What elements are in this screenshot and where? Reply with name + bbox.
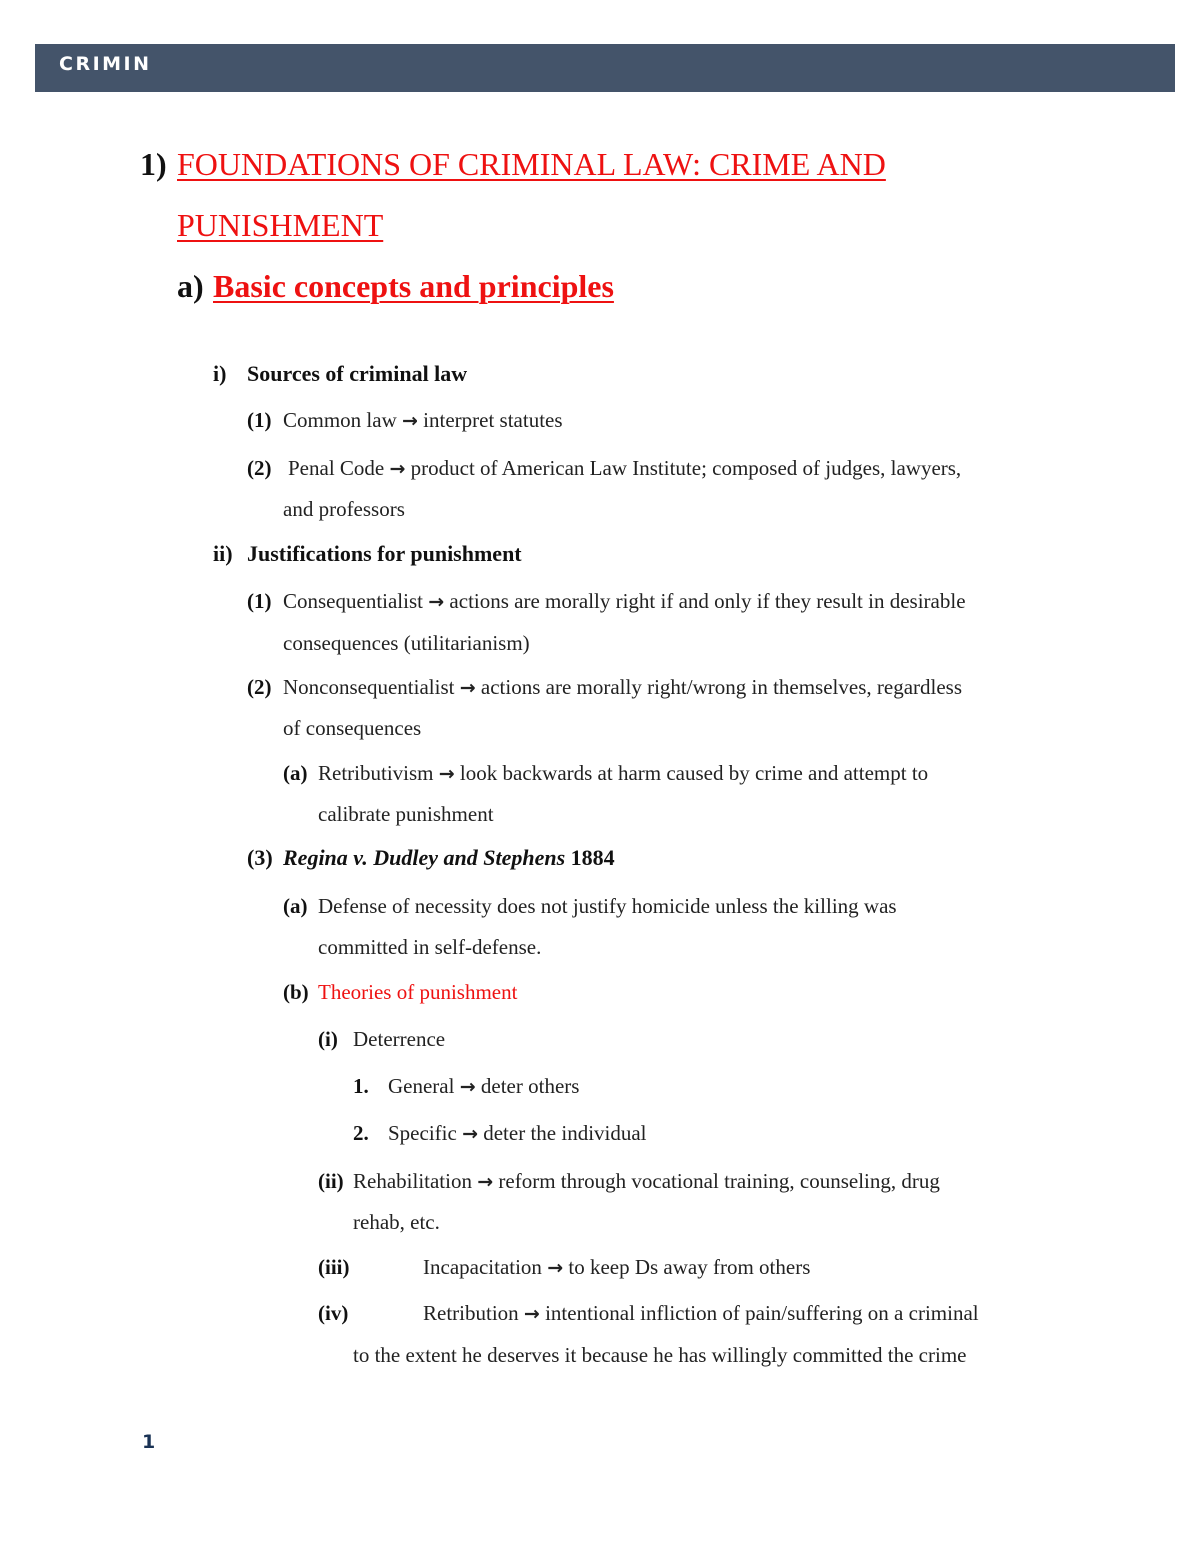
justifications-title: Justifications for punishment bbox=[247, 541, 522, 566]
arrow-icon: → bbox=[462, 1123, 478, 1145]
list-item: General → deter others bbox=[388, 1074, 580, 1098]
theories-heading: Theories of punishment bbox=[318, 980, 518, 1004]
list-marker: (2) bbox=[247, 456, 272, 480]
list-item: Penal Code → product of American Law Institute; composed of judges, lawyers, bbox=[288, 456, 962, 480]
list-marker: (1) bbox=[247, 589, 272, 613]
header-title: CRIMIN bbox=[59, 53, 152, 75]
arrow-icon: → bbox=[547, 1257, 564, 1279]
list-item: Nonconsequentialist → actions are morally right/wrong in themselves, regardless bbox=[283, 675, 963, 699]
arrow-icon: → bbox=[402, 410, 418, 432]
list-marker: (i) bbox=[318, 1027, 338, 1051]
list-item: Common law → interpret statutes bbox=[283, 408, 563, 432]
heading1-line2: PUNISHMENT bbox=[177, 207, 384, 243]
list-item-continuation: rehab, etc. bbox=[353, 1210, 440, 1234]
list-item: Consequentialist → actions are morally right if and only if they result in desirable bbox=[283, 589, 966, 613]
list-item-continuation: of consequences bbox=[283, 716, 422, 740]
list-item: Retributivism → look backwards at harm caused by crime and attempt to bbox=[318, 761, 929, 785]
arrow-icon: → bbox=[459, 1076, 476, 1098]
list-marker: (ii) bbox=[318, 1169, 344, 1193]
list-item-continuation: and professors bbox=[283, 497, 405, 521]
heading2-number: a) bbox=[177, 268, 204, 304]
list-item: Defense of necessity does not justify homicide unless the killing was bbox=[318, 894, 897, 918]
list-item: Deterrence bbox=[353, 1027, 446, 1051]
list-marker: (2) bbox=[247, 675, 272, 699]
sources-marker: i) bbox=[213, 361, 227, 386]
list-item-continuation: to the extent he deserves it because he has willingly committed the crime bbox=[353, 1343, 967, 1367]
justifications-marker: ii) bbox=[213, 541, 233, 566]
list-item: Incapacitation → to keep Ds away from others bbox=[423, 1255, 811, 1279]
heading2-text: Basic concepts and principles bbox=[213, 268, 614, 304]
list-item: Rehabilitation → reform through vocational training, counseling, drug bbox=[353, 1169, 940, 1193]
header-bar bbox=[35, 44, 1175, 92]
list-marker: (iv) bbox=[318, 1301, 349, 1325]
list-marker: (b) bbox=[283, 980, 309, 1004]
case-title: Regina v. Dudley and Stephens 1884 bbox=[283, 845, 615, 870]
page-number: 1 bbox=[142, 1431, 156, 1453]
list-item-continuation: calibrate punishment bbox=[318, 802, 494, 826]
list-marker: (3) bbox=[247, 845, 273, 870]
list-marker: 2. bbox=[353, 1121, 369, 1145]
arrow-icon: → bbox=[459, 677, 476, 699]
list-marker: (1) bbox=[247, 408, 272, 432]
list-item: Retribution → intentional infliction of pain/suffering on a criminal bbox=[423, 1301, 979, 1325]
list-marker: (a) bbox=[283, 761, 308, 785]
list-marker: (a) bbox=[283, 894, 308, 918]
list-item-continuation: consequences (utilitarianism) bbox=[283, 631, 530, 655]
arrow-icon: → bbox=[477, 1171, 494, 1193]
list-marker: (iii) bbox=[318, 1255, 350, 1279]
arrow-icon: → bbox=[438, 763, 455, 785]
list-item: Specific → deter the individual bbox=[388, 1121, 647, 1145]
arrow-icon: → bbox=[523, 1303, 540, 1325]
list-item-continuation: committed in self-defense. bbox=[318, 935, 542, 959]
list-marker: 1. bbox=[353, 1074, 369, 1098]
arrow-icon: → bbox=[428, 591, 445, 613]
heading1-line1: FOUNDATIONS OF CRIMINAL LAW: CRIME AND bbox=[177, 146, 886, 182]
sources-title: Sources of criminal law bbox=[247, 361, 468, 386]
arrow-icon: → bbox=[389, 458, 406, 480]
heading1-number: 1) bbox=[140, 146, 167, 182]
